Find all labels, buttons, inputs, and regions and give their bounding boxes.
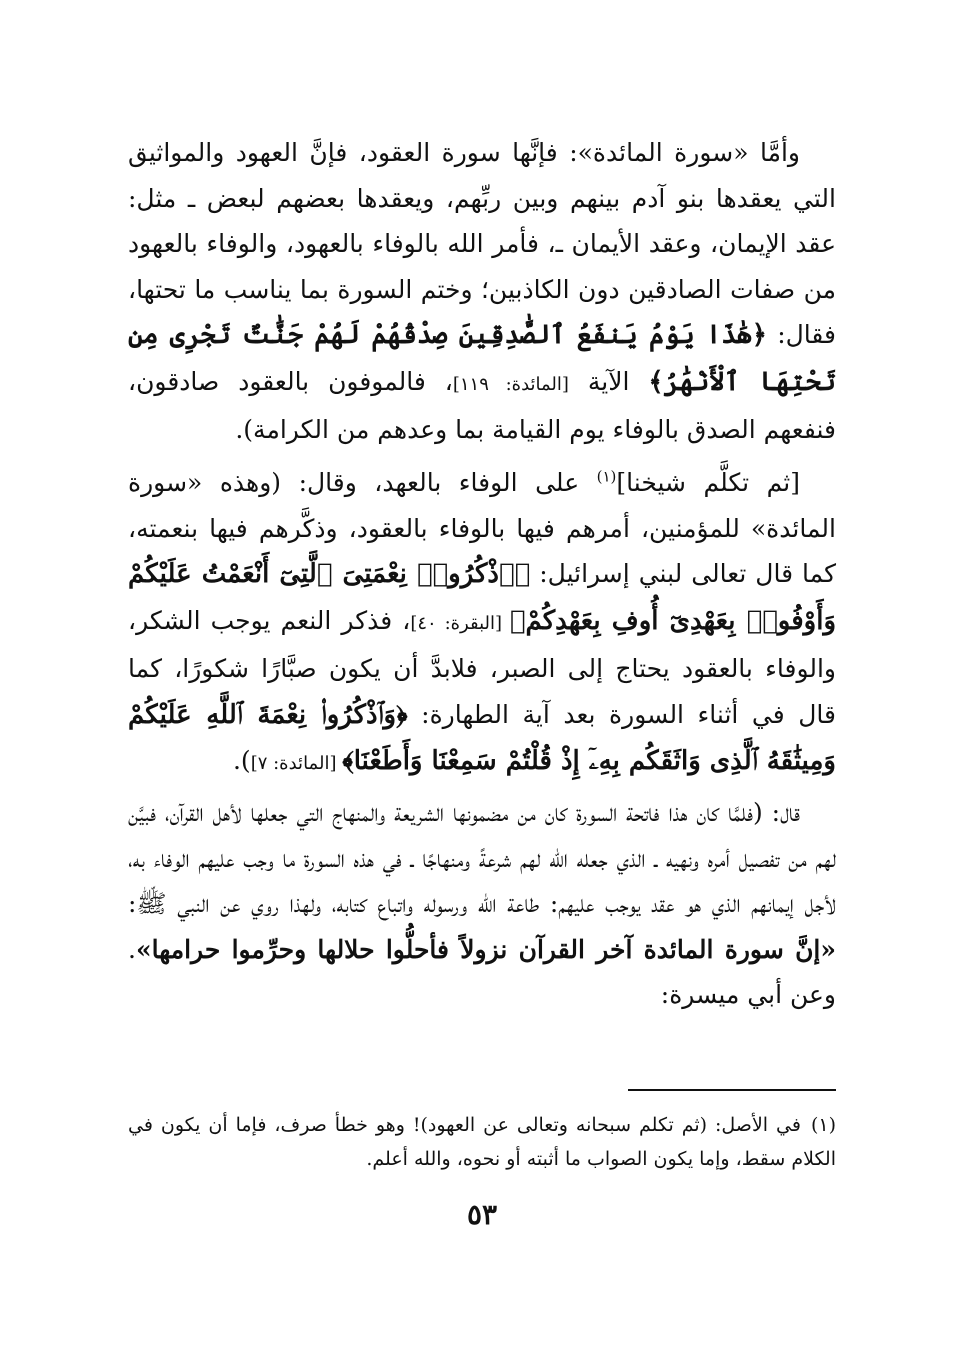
paragraph-1-part-1: وأمَّا «سورة المائدة»: فإنَّها سورة العقود، فإنَّ العهود والمواثيق التي يعقدها بنو آدم بينهم وبين ربِّهم، ويعقدها بعضهم لبعض ـ مثل: عقد الإيمان، وعقد الأيمان ـ، فأمر الله بالوفاء بالعهود، والوفاء بالعهود من صفات الصادقين دون الكاذبين؛ وختم السورة بما يناسب ما تحتها، فقال: bbox=[128, 138, 836, 349]
footnote-text: في الأصل: (ثم تكلم سبحانه وتعالى عن العهود)! وهو خطأ صرف، فإما أن يكون في الكلام سقط، وإما يكون الصواب ما أثبته أو نحوه، والله أعلم. bbox=[128, 1114, 836, 1170]
paragraph-2 bbox=[128, 460, 836, 787]
quran-verse-maida-7: ﴿وَٱذْكُرُوا۟ نِعْمَةَ ٱللَّهِ عَلَيْكُمْ وَمِيثَٰقَهُ ٱلَّذِى وَاثَقَكُم بِهِۦٓ إِذْ قُلْتُمْ سَمِعْنَا وَأَطَعْنَا﴾ bbox=[128, 699, 836, 776]
footnote bbox=[128, 1108, 836, 1176]
verse-reference-baqara-40: [البقرة: ٤٠] bbox=[410, 612, 510, 634]
paragraph-2-text bbox=[128, 460, 836, 787]
paragraph-2-part-3: ، فذكر النعم يوجب الشكر، والوفاء بالعقود يحتاج إلى الصبر، فلابدَّ أن يكون صبَّارًا شكورًا، كما قال في أثناء السورة بعد آية الطهارة: bbox=[128, 605, 836, 729]
paragraph-2-part-4: ). bbox=[232, 746, 251, 775]
paragraph-3 bbox=[128, 790, 836, 1018]
paragraph-3-text bbox=[128, 790, 836, 1018]
quran-verse-maida-119: ﴿هَٰذَا يَوْمُ يَنفَعُ ٱلصَّٰدِقِينَ صِدْقُهُمْ لَهُمْ جَنَّٰتٌ تَجْرِى مِن تَحْتِهَا ٱلْأَنْهَٰرُ﴾ bbox=[128, 320, 836, 397]
verse-reference-maida-119: [المائدة: ١١٩] bbox=[452, 373, 569, 395]
paragraph-3-part-1: قال: (فلمَّا كان هذا فاتحة السورة كان من مضمونها الشريعة والمنهاج التي جعلها لأهل القرآن، فبيَّن لهم من تفصيل أمره ونهيه ـ الذي جعله الله لهم شرعةً ومنهاجًا ـ في هذه السورة ما وجب عليهم الوفاء به، لأجل إيمانهم الذي هو عقد يوجب عليهم: طاعة الله ورسوله واتباع كتابه، ولهذا روي عن النبي ﷺ: bbox=[128, 798, 836, 918]
hadith-quote: «إنَّ سورة المائدة آخر القرآن نزولاً فأحلُّوا حلالها وحرِّموا حرامها» bbox=[135, 934, 836, 964]
footnote-number: (١) bbox=[810, 1114, 836, 1136]
footnote-marker: (١) bbox=[596, 467, 617, 486]
footnote-divider bbox=[628, 1089, 836, 1091]
quran-verse-baqara-40: ﴿ٱذْكُرُوا۟ نِعْمَتِىَ ٱلَّتِىٓ أَنْعَمْتُ عَلَيْكُمْ وَأَوْفُوا۟ بِعَهْدِىٓ أُوفِ بِعَهْدِكُمْ﴾ bbox=[128, 559, 837, 636]
paragraph-3-part-2: . وعن أبي ميسرة: bbox=[128, 934, 836, 1009]
paragraph-1-part-3: ، فالموفون بالعقود صادقون، فنفعهم الصدق بالوفاء يوم القيامة بما وعدهم من الكرامة). bbox=[128, 366, 836, 444]
page-number: ٥٣ bbox=[466, 1198, 498, 1231]
paragraph-1-text bbox=[128, 130, 836, 453]
verse-reference-maida-7: [المائدة: ٧] bbox=[250, 753, 343, 774]
paragraph-1-part-2: الآية bbox=[568, 366, 649, 396]
paragraph-2-part-2: على الوفاء بالعهد، وقال: (وهذه «سورة المائدة» للمؤمنين، أمرهم فيها بالوفاء بالعقود، وذكَّرهم فيها بنعمته، كما قال تعالى لبني إسرائيل: bbox=[128, 468, 836, 588]
paragraph-2-part-1: [ثم تكلَّم شيخنا] bbox=[616, 468, 800, 497]
paragraph-1 bbox=[128, 130, 836, 453]
